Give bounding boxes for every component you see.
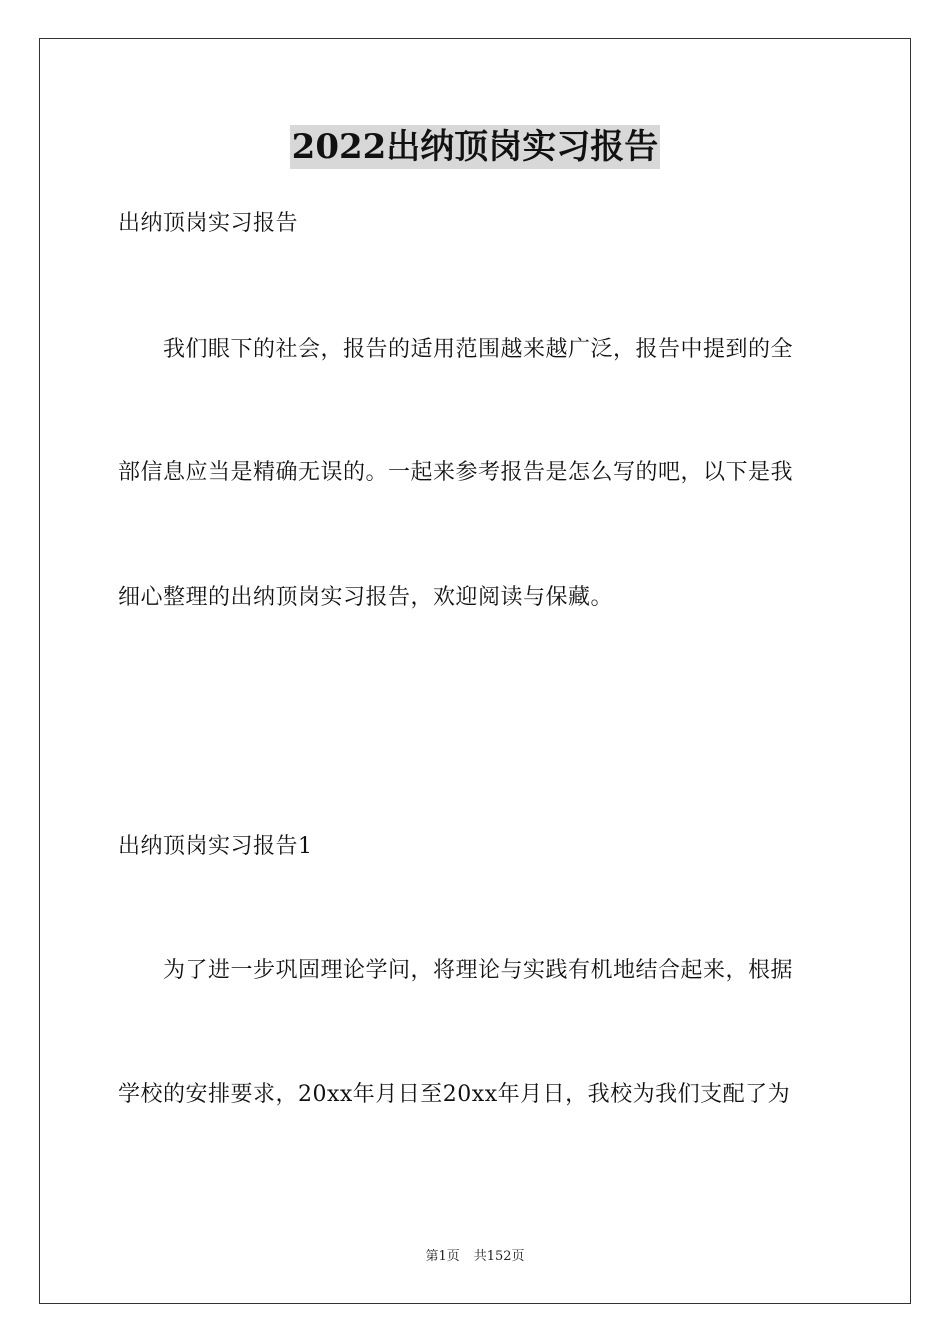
section-line-1: 为了进一步巩固理论学问，将理论与实践有机地结合起来，根据 <box>163 958 794 983</box>
section-line-2: 学校的安排要求，20xx年月日至20xx年月日，我校为我们支配了为 <box>118 1082 791 1107</box>
intro-line-3: 细心整理的出纳顶岗实习报告，欢迎阅读与保藏。 <box>118 585 614 610</box>
section-heading: 出纳顶岗实习报告1 <box>118 834 313 859</box>
document-subtitle: 出纳顶岗实习报告 <box>118 211 299 236</box>
intro-line-2: 部信息应当是精确无误的。一起来参考报告是怎么写的吧，以下是我 <box>118 460 794 485</box>
title-container <box>0 125 950 169</box>
page-number-current: 第1页 <box>425 1249 460 1264</box>
page-footer <box>0 1248 950 1266</box>
intro-line-1: 我们眼下的社会，报告的适用范围越来越广泛，报告中提到的全 <box>163 337 794 362</box>
page-number-total: 共152页 <box>473 1249 525 1264</box>
document-title: 2022出纳顶岗实习报告 <box>291 127 659 167</box>
